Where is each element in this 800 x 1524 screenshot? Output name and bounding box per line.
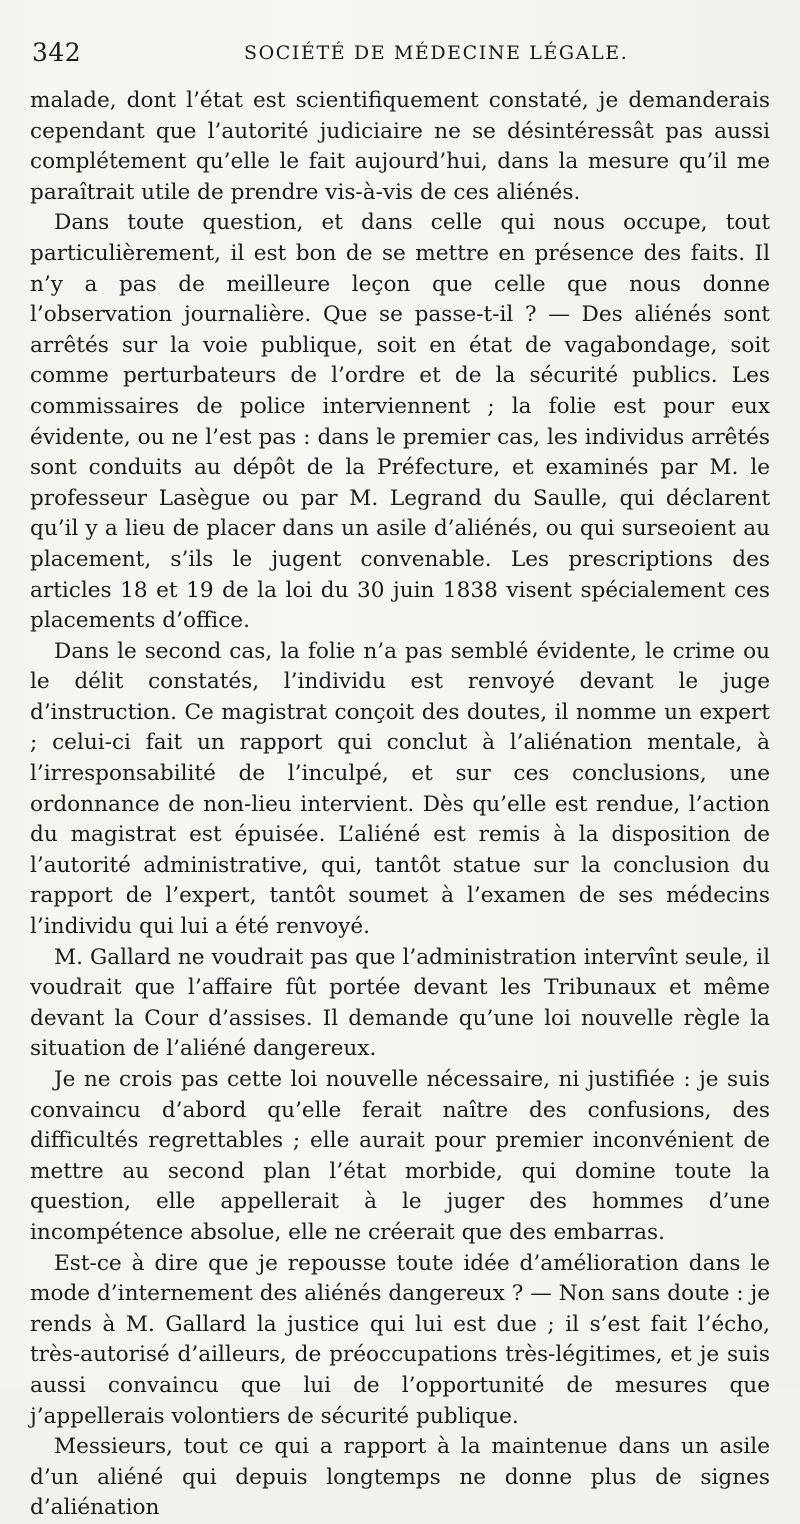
page-number: 342: [32, 38, 82, 67]
paragraph-1: malade, dont l’état est scientifiquement constaté, je demanderais cependant que l’autorité judiciaire ne se désintéressât pas aussi complétement qu’elle le fait aujourd’hui, dans la mesure qu’il me paraîtrait utile de prendre vis-à-vis de ces aliénés.: [30, 88, 770, 205]
paragraph-3: Dans le second cas, la folie n’a pas semblé évidente, le crime ou le délit constatés, l’individu est renvoyé devant le juge d’instruction. Ce magistrat conçoit des doutes, il nomme un expert ; celui-ci fait un rapport qui conclut à l’aliénation mentale, à l’irresponsabilité de l’inculpé, et sur ces conclusions, une ordonnance de non-lieu intervient. Dès qu’elle est rendue, l’action du magistrat est épuisée. L’aliéné est remis à la disposition de l’autorité administrative, qui, tantôt statue sur la conclusion du rapport de l’expert, tantôt soumet à l’examen de ses médecins l’individu qui lui a été renvoyé.: [30, 638, 770, 940]
paragraph-7: Messieurs, tout ce qui a rapport à la maintenue dans un asile d’un aliéné qui depuis longtemps ne donne plus de signes d’aliénation: [30, 1434, 770, 1521]
page-header: [30, 38, 770, 78]
paragraph-2: Dans toute question, et dans celle qui nous occupe, tout particulièrement, il est bon de se mettre en présence des faits. Il n’y a pas de meilleure leçon que celle que nous donne l’observation journalière. Que se passe-t-il ? — Des aliénés sont arrêtés sur la voie publique, soit en état de vagabondage, soit comme perturbateurs de l’ordre et de la sécurité publics. Les commissaires de police interviennent ; la folie est pour eux évidente, ou ne l’est pas : dans le premier cas, les individus arrêtés sont conduits au dépôt de la Préfecture, et examinés par M. le professeur Lasègue ou par M. Legrand du Saulle, qui déclarent qu’il y a lieu de placer dans un asile d’aliénés, ou qui surseoient au placement, s’ils le jugent convenable. Les prescriptions des articles 18 et 19 de la loi du 30 juin 1838 visent spécialement ces placements d’office.: [30, 210, 770, 634]
paragraph-6: Est-ce à dire que je repousse toute idée d’amélioration dans le mode d’internement des aliénés dangereux ? — Non sans doute : je rends à M. Gallard la justice qui lui est due ; il s’est fait l’écho, très-autorisé d’ailleurs, de préoccupations très-légitimes, et je suis aussi convaincu que lui de l’opportunité de mesures que j’appellerais volontiers de sécurité publique.: [30, 1250, 770, 1429]
paragraph-5: Je ne crois pas cette loi nouvelle nécessaire, ni justifiée : je suis convaincu d’abord qu’elle ferait naître des confusions, des difficultés regrettables ; elle aurait pour premier inconvénient de mettre au second plan l’état morbide, qui domine toute la question, elle appellerait à le juger des hommes d’une incompétence absolue, elle ne créerait que des embarras.: [30, 1067, 770, 1245]
running-title: SOCIÉTÉ DE MÉDECINE LÉGALE.: [244, 42, 629, 64]
paragraph-4: M. Gallard ne voudrait pas que l’administration intervînt seule, il voudrait que l’affaire fût portée devant les Tribunaux et même devant la Cour d’assises. Il demande qu’une loi nouvelle règle la situation de l’aliéné dangereux.: [30, 944, 770, 1062]
body-text: [30, 86, 770, 1524]
